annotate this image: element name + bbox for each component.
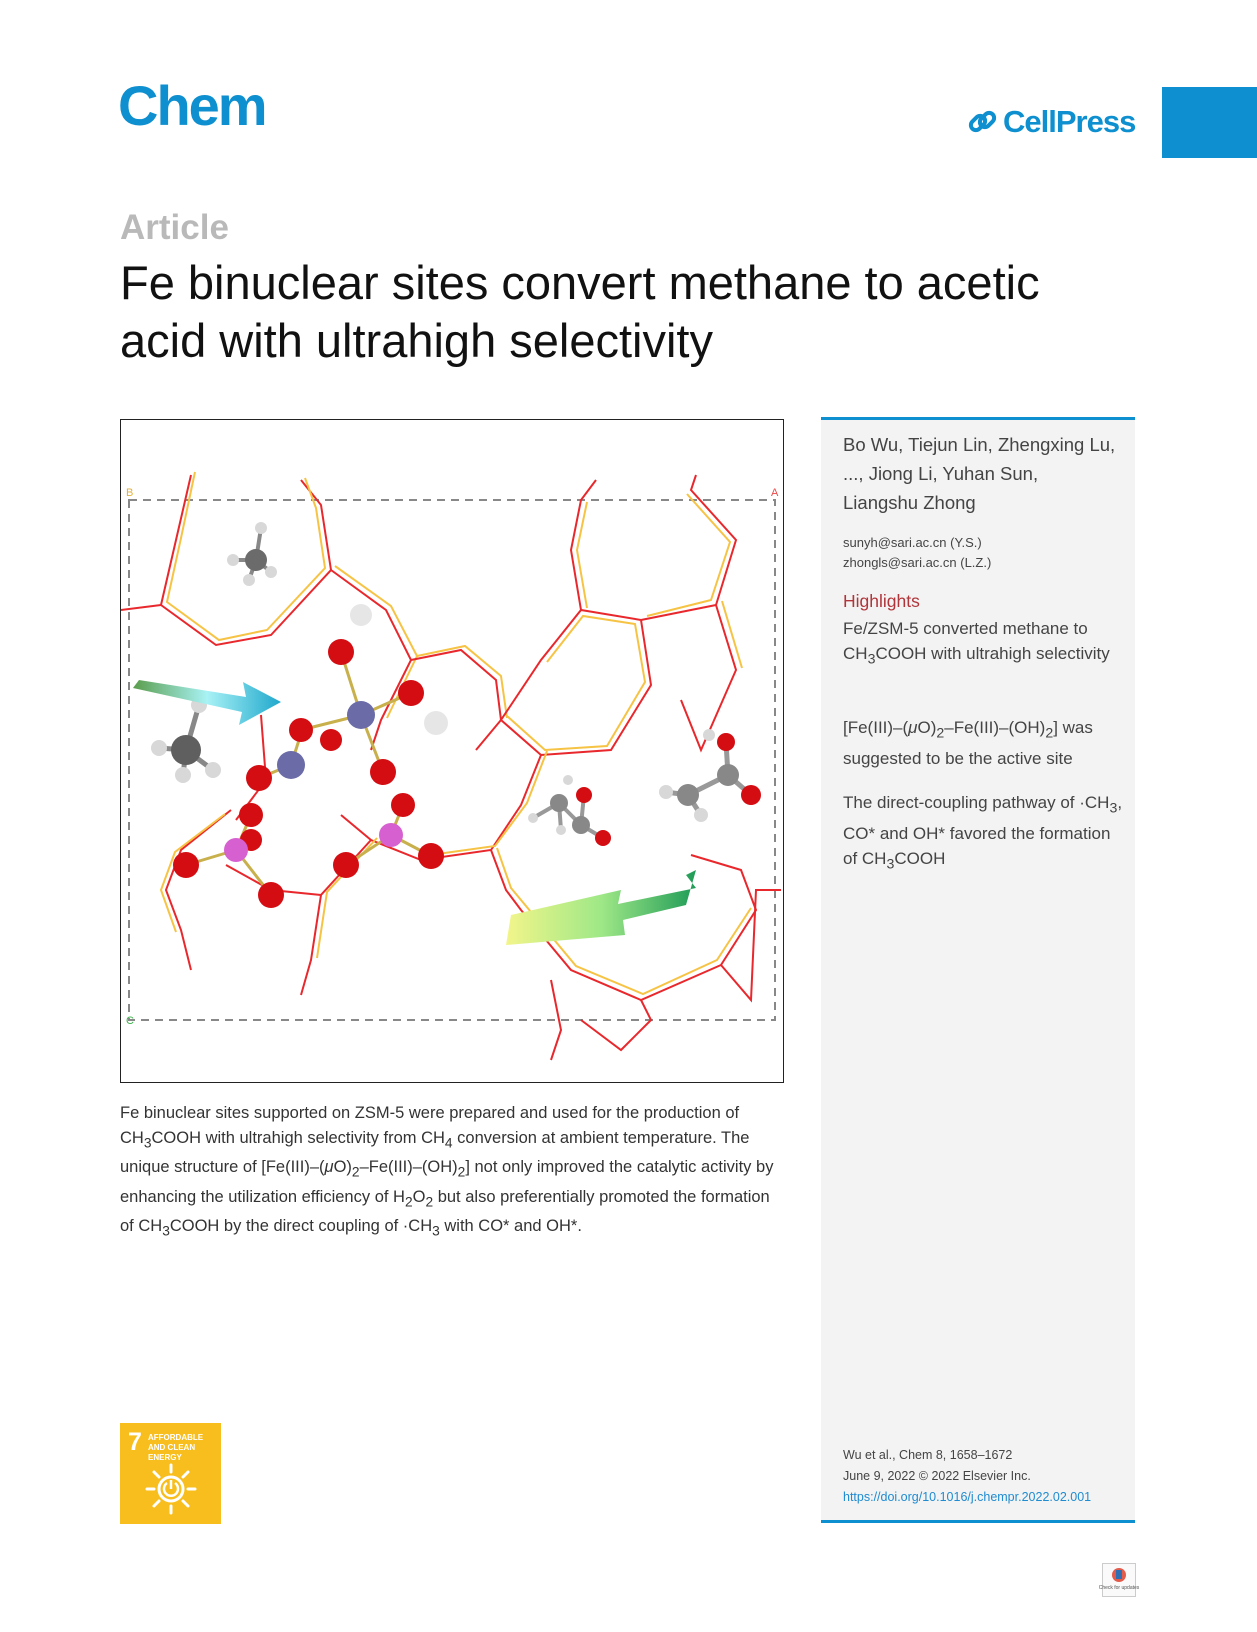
sdg-number: 7	[128, 1428, 142, 1456]
reaction-arrow-left	[133, 680, 281, 725]
email-sun[interactable]: sunyh@sari.ac.cn (Y.S.)	[843, 535, 982, 550]
doi-link[interactable]: https://doi.org/10.1016/j.chempr.2022.02.001	[843, 1490, 1092, 1504]
article-type: Article	[120, 208, 229, 247]
unit-cell-box	[129, 500, 775, 1020]
citation-reference: Wu et al., Chem 8, 1658–1672	[843, 1448, 1013, 1462]
methane-molecule-2	[151, 697, 221, 783]
highlights-heading: Highlights	[843, 591, 920, 611]
zeolite-framework	[121, 472, 781, 1060]
info-sidebar	[821, 417, 1135, 1523]
acetic-acid-molecule-2	[659, 729, 761, 822]
publisher-name: CellPress	[1003, 104, 1136, 139]
check-updates-icon	[1098, 1564, 1140, 1596]
author-list: Bo Wu, Tiejun Lin, Zhengxing Lu, ..., Jiong Li, Yuhan Sun, Liangshu Zhong	[843, 434, 1116, 513]
zeolite-structure-figure	[121, 420, 782, 1081]
sdg-label: AFFORDABLE AND CLEAN ENERGY	[148, 1433, 204, 1462]
corner-tab	[1162, 87, 1257, 158]
methane-molecule-1	[227, 522, 277, 586]
sun-power-icon	[145, 1463, 197, 1515]
check-updates-label: Check for updates	[1098, 1585, 1140, 1591]
highlight-item: The direct-coupling pathway of $\cdot CH_3$, CO* and OH* favored the formation of $CH_3COOH$	[843, 793, 1123, 873]
axis-label-a: A	[771, 487, 779, 499]
journal-logo[interactable]: Chem	[118, 74, 266, 137]
hydrogen-atom-1	[350, 604, 372, 626]
highlight-item: Fe/ZSM-5 converted methane to $CH_3COOH$ with ultrahigh selectivity	[843, 619, 1110, 668]
reaction-arrow-right	[506, 870, 696, 945]
axis-label-b: B	[126, 487, 134, 499]
cellpress-logo[interactable]	[967, 104, 1135, 140]
hydrogen-atom-2	[424, 711, 448, 735]
cellpress-link-icon	[967, 106, 999, 138]
sdg-badge[interactable]	[120, 1423, 221, 1524]
check-for-updates-badge[interactable]	[1098, 1563, 1140, 1597]
article-title: Fe binuclear sites convert methane to acetic acid with ultrahigh selectivity	[120, 256, 1040, 367]
publication-date: June 9, 2022 © 2022 Elsevier Inc.	[843, 1469, 1031, 1483]
axis-label-c: C	[126, 1015, 134, 1027]
graphical-abstract	[120, 419, 784, 1083]
abstract-text: Fe binuclear sites supported on ZSM-5 were prepared and used for the production of $CH_3COOH$ with ultrahigh selectivity from $CH_4$ conversion at ambient temperature. The unique structure of $[Fe(III)-(\mu O)_2-Fe(III)-(OH)_2]$ not only improved the catalytic activity by enhancing the utilization efficiency of $H_2O_2$ but also preferentially promoted the formation of $CH_3COOH$ by the direct coupling of $\cdot CH_3$ with CO* and OH*.	[120, 1104, 774, 1239]
acetic-acid-molecule-1	[528, 775, 611, 846]
highlight-item: $[Fe(III)-(\mu O)_2-Fe(III)-(OH)_2]$ was suggested to be the active site	[843, 718, 1093, 769]
contact-emails	[843, 533, 991, 573]
email-zhong[interactable]: zhongls@sari.ac.cn (L.Z.)	[843, 555, 992, 570]
